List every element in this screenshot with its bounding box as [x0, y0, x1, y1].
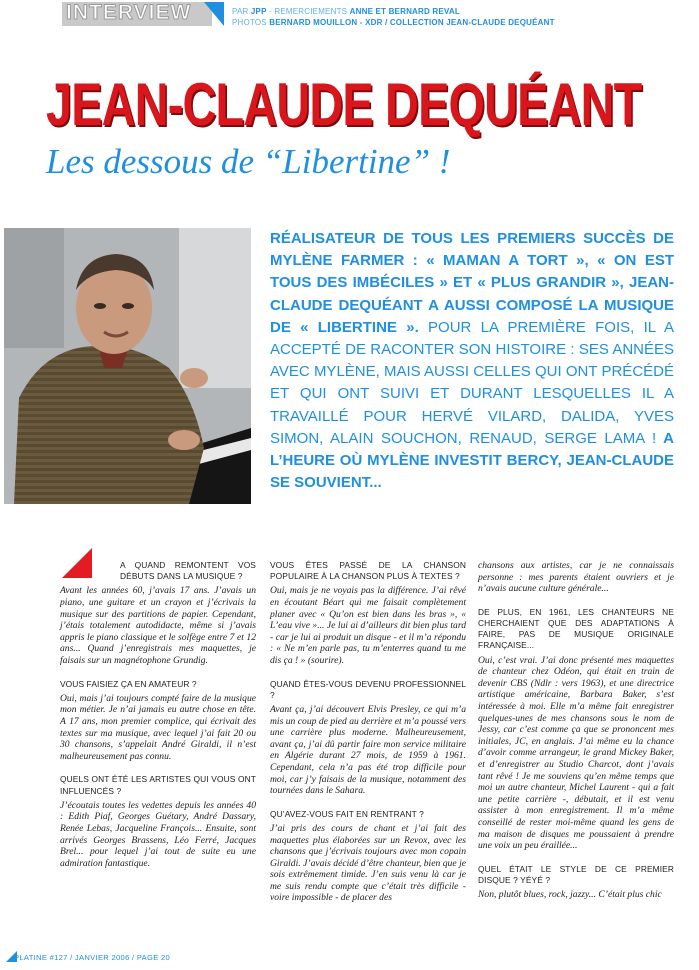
credit-thanks: ANNE ET BERNARD REVAL: [349, 7, 460, 16]
section-label: INTERVIEW: [66, 1, 192, 24]
article-column-1: [60, 560, 256, 869]
banner-corner-triangle: [204, 2, 224, 26]
credit-author: JPP: [250, 7, 267, 16]
intro-text: POUR LA PREMIÈRE FOIS, IL A ACCEPTÉ DE RACONTER SON HISTOIRE : SES ANNÉES AVEC MYLÈNE, MAIS AUSSI CELLES QUI ONT PRÉCÉDÉ ET QUI ONT SUIVI ET DURANT LESQUELLES IL A TRAVAILLÉ POUR HERVÉ VILARD, DALIDA, YVES SIMON, ALAIN SOUCHON, RENAUD, SERGE LAMA !: [270, 318, 674, 447]
credit-mid: - REMERCIEMENTS: [269, 7, 348, 16]
question: QUEL ÉTAIT LE STYLE DE CE PREMIER DISQUE ? YÉYÉ ?: [478, 863, 674, 885]
photo-credit-prefix: PHOTOS: [232, 18, 267, 27]
portrait-illustration: [4, 228, 251, 504]
question: QU’AVEZ-VOUS FAIT EN RENTRANT ?: [270, 808, 424, 819]
answer: J’ai pris des cours de chant et j’ai fait des maquettes plus élaborées sur un Revox, avec les chansons que j’écrivais toujours avec mon copain Giraldi. J’avais décidé d’être chanteur, bien que je sois extrêmement timide. J’en suis venu là car je me suis rendu compte que c’était très difficile - voire impossible - de placer des: [270, 822, 466, 904]
answer: Oui, mais j’ai toujours compté faire de la musique mon métier. Je n’ai jamais eu autre chose en tête. A 17 ans, mon premier complice, qui écrivait des textes sur ma musique, avec lequel j’ai fait 20 ou 30 chansons, s’appelait André Giraldi, il n’est malheureusement pas connu.: [60, 692, 256, 762]
intro-bold-end: A L’HEURE OÙ MYLÈNE INVESTIT BERCY, JEAN-CLAUDE SE SOUVIENT...: [270, 429, 674, 492]
question: VOUS FAISIEZ ÇA EN AMATEUR ?: [60, 678, 197, 689]
article-column-2: [270, 560, 466, 904]
credits: [232, 6, 555, 28]
answer: J’écoutais toutes les vedettes depuis les années 40 : Edith Piaf, Georges Guétary, André Dassary, Renée Lebas, Jacqueline François... Ensuite, sont arrivés Georges Brassens, Léo Ferré, Jacques Brel... pour lequel j’ai tout de suite eu une admiration fantastique.: [60, 799, 256, 869]
answer: Oui, c’est vrai. J’ai donc présenté mes maquettes de chanteur chez Odéon, qui était en train de devenir CBS (Ndlr : vers 1963), et une directrice artistique américaine, Barbara Baker, s’est intéressée à moi. Elle m’a même fait enregistrer quelques-unes de mes chansons sous le nom de Jessy, car c’est comme ça que se prononcent mes initiales, JC, en anglais. J’ai même eu la chance d’avoir comme arrangeur, le grand Mickey Baker, et d’enregistrer au Studio Charcot, dont j’avais tant rêvé ! Je me souviens qu’en même temps que moi un autre chanteur, Michel Laurent - qui a fait une petite carrière -, débutait, et il est venu assister à mon enregistrement. Il m’a même conseillé de rester moi-même quand les gens de ma maison de disques me poussaient à prendre une voix un peu éraillée...: [478, 654, 674, 852]
answer: Avant les années 60, j’avais 17 ans. J’avais un piano, une guitare et un crayon et j’écrivais la musique sur des partitions de papier. Cependant, j’étais totalement autodidacte, même si j’avais appris le piano classique et le solfège entre 7 et 12 ans... Quand j’enregistrais mes maquettes, je faisais sur un magnétophone Grundig.: [60, 585, 256, 666]
question: DE PLUS, EN 1961, LES CHANTEURS NE CHERCHAIENT QUE DES ADAPTATIONS À FAIRE, PAS DE MUSIQUE ORIGINALE FRANÇAISE...: [478, 606, 674, 651]
answer: Oui, mais je ne voyais pas la différence. J’ai rêvé en écoutant Béart qui me faisait complètement planer avec « Qu’on est bien dans les bras », « L’eau vive »... Je lui ai d’ailleurs dit bien plus tard - car je lui ai produit un disque - et il m’a répondu : « Ne m’en parle pas, tu m’enterres quand tu me dis ça ! » (sourire).: [270, 585, 466, 666]
portrait-photo: [4, 228, 251, 504]
photo-credit-names: BERNARD MOUILLON - XDR / COLLECTION JEAN-CLAUDE DEQUÉANT: [269, 18, 555, 27]
answer: Avant ça, j’ai découvert Elvis Presley, ce qui m’a mis un coup de pied au derrière et m’a poussé vers une carrière plus moderne. Malheureusement, avant ça, j’ai dû partir faire mon service militaire en Algérie durant 27 mois, de 1959 à 1961. Cependant, cela n’a pas été trop difficile pour moi, car j’y faisais de la musique, notamment des tournées dans le Sahara.: [270, 703, 466, 797]
intro-bold: RÉALISATEUR DE TOUS LES PREMIERS SUCCÈS DE MYLÈNE FARMER : « MAMAN A TORT », « ON EST TOUS DES IMBÉCILES » ET « PLUS GRANDIR », JEAN-CLAUDE DEQUÉANT A AUSSI COMPOSÉ LA MUSIQUE DE « LIBERTINE ».: [270, 230, 674, 336]
article-subtitle: Les dessous de “Libertine” !: [46, 142, 451, 181]
intro-paragraph: [270, 228, 674, 494]
question: A QUAND REMONTENT VOS DÉBUTS DANS LA MUSIQUE ?: [120, 560, 256, 582]
question: QUELS ONT ÉTÉ LES ARTISTES QUI VOUS ONT INFLUENCÉS ?: [60, 774, 256, 796]
question: VOUS ÊTES PASSÉ DE LA CHANSON POPULAIRE À LA CHANSON PLUS À TEXTES ?: [270, 560, 466, 582]
answer: Non, plutôt blues, rock, jazzy... C’était plus chic: [478, 889, 662, 901]
credit-prefix: PAR: [232, 7, 249, 16]
question: QUAND ÊTES-VOUS DEVENU PROFESSIONNEL ?: [270, 678, 466, 700]
article-title: JEAN-CLAUDE DEQUÉANT: [46, 71, 642, 138]
page-footer: PLATINE #127 / JANVIER 2006 / PAGE 20: [14, 953, 171, 962]
answer-continued: chansons aux artistes, car je ne connaissais personne : mes parents étaient ouvriers et je n’avais aucune culture générale...: [478, 560, 674, 595]
article-column-3: [478, 560, 674, 901]
